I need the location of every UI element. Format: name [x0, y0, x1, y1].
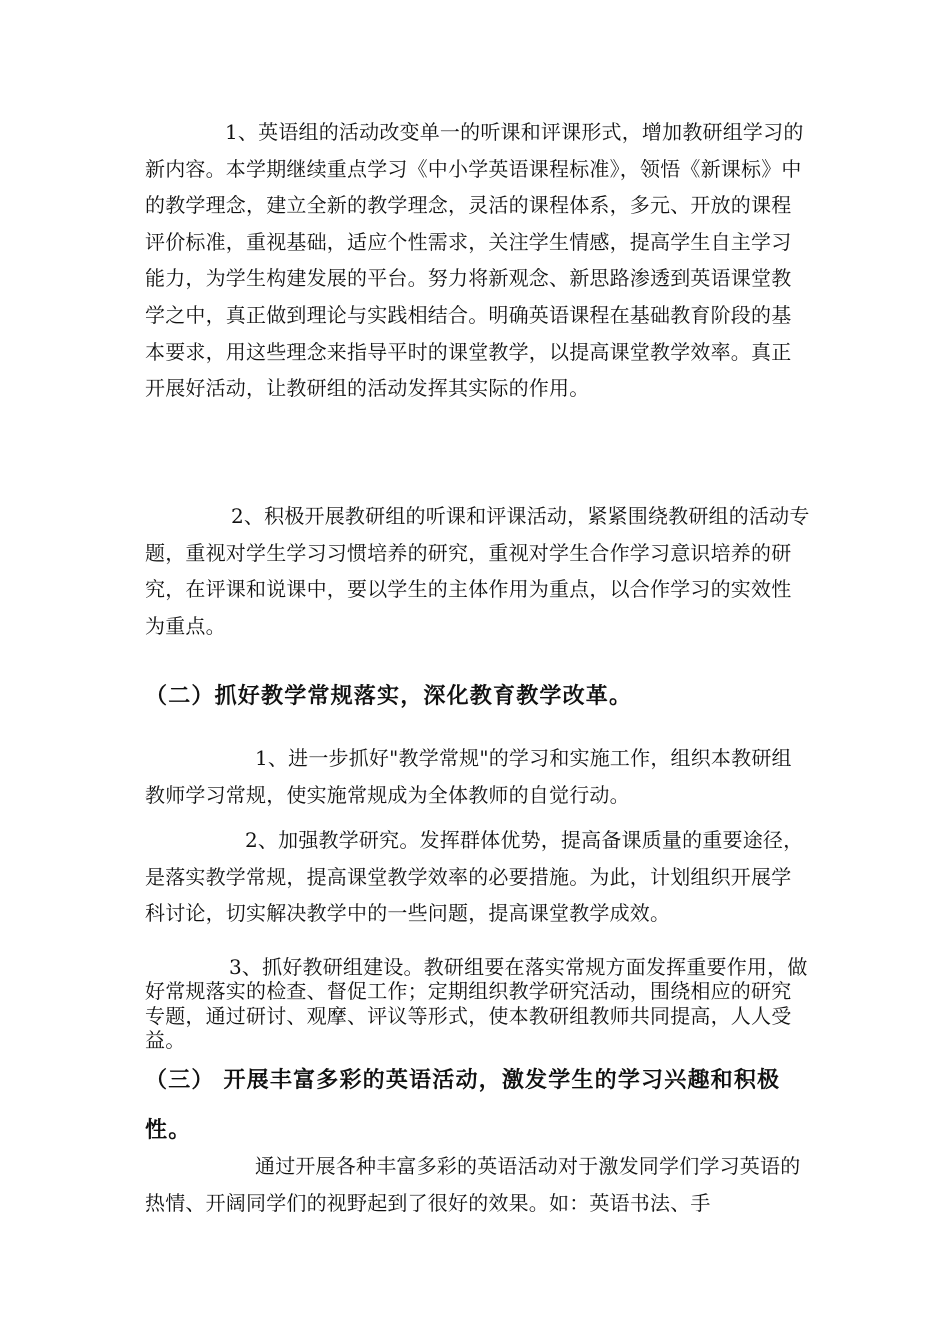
paragraph-teaching-research: 2、加强教学研究。发挥群体优势，提高备课质量的重要途径，是落实教学常规，提高课堂教学效率的必要措施。为此，计划组织开展学科讨论，切实解决教学中的一些问题，提高课堂教学成效。 [145, 828, 804, 926]
paragraph-teaching-routine-implementation: 1、进一步抓好"教学常规"的学习和实施工作，组织本教研组教师学习常规，使实施常规成为全体教师的自觉行动。 [145, 746, 792, 807]
section-heading-english-activities: （三） 开展丰富多彩的英语活动，激发学生的学习兴趣和积极性。 [145, 1068, 781, 1143]
paragraph-english-activities: 通过开展各种丰富多彩的英语活动对于激发同学们学习英语的热情、开阔同学们的视野起到了很好的效果。如：英语书法、手 [145, 1154, 801, 1215]
section-heading-teaching-routine: （二）抓好教学常规落实，深化教育教学改革。 [145, 684, 633, 709]
paragraph-lesson-observation: 2、积极开展教研组的听课和评课活动，紧紧围绕教研组的活动专题，重视对学生学习习惯培养的研究，重视对学生合作学习意识培养的研究，在评课和说课中，要以学生的主体作用为重点，以合作学习的实效性为重点。 [145, 504, 810, 638]
paragraph-research-group-building: 3、抓好教研组建设。教研组要在落实常规方面发挥重要作用，做好常规落实的检查、督促工作；定期组织教学研究活动，围绕相应的研究专题，通过研讨、观摩、评议等形式，使本教研组教师共同提高，人人受益。 [145, 955, 808, 1053]
paragraph-activity-reform: 1、英语组的活动改变单一的听课和评课形式，增加教研组学习的新内容。本学期继续重点学习《中小学英语课程标准》，领悟《新课标》中的教学理念，建立全新的教学理念，灵活的课程体系，多元、开放的课程评价标准，重视基础，适应个性需求，关注学生情感，提高学生自主学习能力，为学生构建发展的平台。努力将新观念、新思路渗透到英语课堂教学之中，真正做到理论与实践相结合。明确英语课程在基础教育阶段的基本要求，用这些理念来指导平时的课堂教学，以提高课堂教学效率。真正开展好活动，让教研组的活动发挥其实际的作用。 [145, 120, 804, 401]
